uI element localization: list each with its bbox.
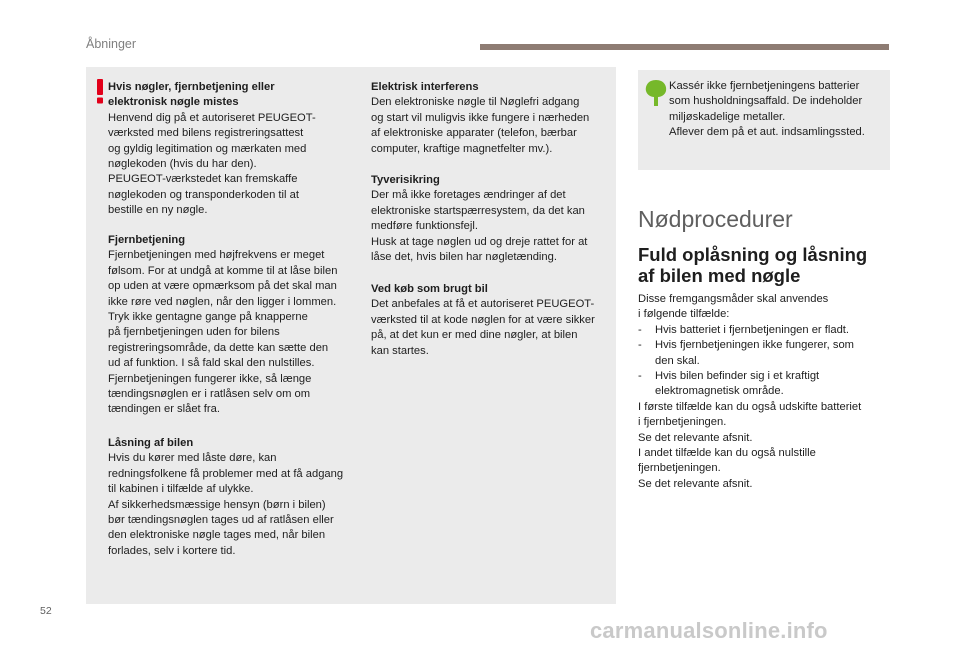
warning-heading-line: Hvis nøgler, fjernbetjening eller [108, 81, 275, 93]
locking-section [108, 436, 378, 559]
warning-body-line: nøglekoden og transponderkoden til at [108, 188, 299, 201]
remote-body-line: tændingen er slået fra. [108, 403, 220, 416]
locking-body-line: Af sikkerhedsmæssige hensyn (børn i bilen) [108, 498, 326, 511]
remote-body-line: følsom. For at undgå at komme til at låse bilen [108, 264, 338, 277]
leaf-icon [644, 79, 668, 107]
list-item [638, 338, 888, 369]
antitheft-body-line: Husk at tage nøglen ud og dreje rattet for at [371, 235, 588, 248]
list-item-line: Hvis batteriet i fjernbetjeningen er fladt. [655, 323, 850, 336]
warning-lost-keys [108, 80, 358, 219]
outro-line: fjernbetjeningen. [638, 462, 721, 475]
used-car-section [371, 282, 616, 359]
remote-body-line: på fjernbetjeningen uden for bilens [108, 326, 280, 339]
used-car-body-line: kan startes. [371, 344, 429, 357]
list-dash: - [638, 323, 642, 336]
remote-body-line: Fjernbetjeningen med højfrekvens er meget [108, 249, 325, 262]
outro-line: I første tilfælde kan du også udskifte batteriet [638, 400, 862, 413]
remote-body-line: tændingsnøglen er i ratlåsen selv om om [108, 388, 311, 401]
remote-body-line: Tryk ikke gentagne gange på knapperne [108, 311, 308, 324]
remote-body-line: registreringsområde, da dette kan sætte den [108, 341, 329, 354]
locking-body-line: forlades, selv i kortere tid. [108, 544, 236, 557]
warning-heading-line: elektronisk nøgle mistes [108, 96, 239, 109]
page-header-title: Åbninger [86, 37, 137, 51]
warning-body-line: værksted med bilens registreringsattest [108, 127, 304, 140]
warning-body-line: nøglekoden (hvis du har den). [108, 158, 257, 171]
outro-line: I andet tilfælde kan du også nulstille [638, 447, 816, 460]
header-accent-bar [480, 44, 889, 50]
outro-line: Se det relevante afsnit. [638, 431, 753, 444]
list-item-line: den skal. [655, 354, 700, 367]
interference-body-line: og start vil muligvis ikke fungere i nærheden [371, 111, 590, 124]
eco-note-line: Kassér ikke fjernbetjeningens batterier [669, 80, 860, 92]
locking-heading: Låsning af bilen [108, 437, 194, 449]
used-car-body-line: Det anbefales at få et autoriseret PEUGEOT- [371, 298, 595, 311]
subsection-title [638, 244, 898, 286]
remote-body-line: ikke røre ved nøglen, når den ligger i lommen. [108, 295, 337, 308]
antitheft-section [371, 173, 616, 265]
remote-heading: Fjernbetjening [108, 234, 186, 246]
list-item-line: Hvis fjernbetjeningen ikke fungerer, som [655, 339, 854, 352]
list-dash: - [638, 339, 642, 352]
locking-body-line: bør tændingsnøglen tages ud af ratlåsen eller [108, 514, 334, 527]
page-number: 52 [40, 605, 52, 617]
intro-line: Disse fremgangsmåder skal anvendes [638, 293, 829, 305]
locking-body-line: den elektroniske nøgle tages med, når bilen [108, 529, 326, 542]
used-car-heading: Ved køb som brugt bil [371, 283, 488, 295]
interference-body-line: computer, kraftige magnetfelter mv.). [371, 142, 553, 155]
interference-body-line: Den elektroniske nøgle til Nøglefri adgang [371, 96, 580, 109]
outro-line: Se det relevante afsnit. [638, 477, 753, 490]
eco-note-line: miljøskadelige metaller. [669, 110, 786, 123]
list-item [638, 369, 888, 400]
interference-body-line: af elektroniske apparater (telefon, bærbar [371, 127, 577, 140]
antitheft-heading: Tyverisikring [371, 174, 440, 186]
eco-note-line: Aflever dem på et aut. indsamlingssted. [669, 126, 865, 139]
watermark: carmanualsonline.info [590, 618, 828, 643]
subsection-title-line: Fuld oplåsning og låsning [638, 244, 868, 265]
locking-body-line: redningsfolkene få problemer med at få adgang [108, 467, 344, 480]
locking-body-line: til kabinen i tilfælde af ulykke. [108, 483, 254, 496]
interference-section [371, 80, 616, 157]
eco-note-line: som husholdningsaffald. De indeholder [669, 95, 863, 108]
interference-heading: Elektrisk interferens [371, 81, 479, 93]
remote-body-line: Fjernbetjeningen fungerer ikke, så længe [108, 372, 312, 385]
outro-line: i fjernbetjeningen. [638, 416, 727, 429]
list-item [638, 323, 888, 338]
antitheft-body-line: medføre funktionsfejl. [371, 220, 478, 233]
procedure-text [638, 292, 888, 492]
locking-body-line: Hvis du kører med låste døre, kan [108, 452, 277, 465]
used-car-body-line: på, at det kun er med dine nøgler, at bilen [371, 329, 578, 342]
list-item-line: Hvis bilen befinder sig i et kraftigt [655, 370, 820, 383]
remote-section [108, 233, 368, 418]
list-dash: - [638, 370, 642, 383]
remote-body-line: ud af funktion. I så fald skal den nulstilles. [108, 357, 315, 370]
warning-body-line: og gyldig legitimation og mærkaten med [108, 142, 307, 155]
subsection-title-line: af bilen med nøgle [638, 265, 801, 286]
warning-body-line: bestille en ny nøgle. [108, 204, 208, 217]
remote-body-line: op uden at være opmærksom på det skal man [108, 280, 337, 293]
exclamation-icon [93, 78, 107, 104]
antitheft-body-line: elektroniske startspærresystem, da det kan [371, 204, 585, 217]
used-car-body-line: værksted til at kode nøglen for at være sikker [371, 313, 595, 326]
warning-body-line: Henvend dig på et autoriseret PEUGEOT- [108, 111, 316, 124]
list-item-line: elektromagnetisk område. [655, 385, 784, 398]
antitheft-body-line: Der må ikke foretages ændringer af det [371, 189, 566, 202]
antitheft-body-line: låse det, hvis bilen har nøgletænding. [371, 251, 557, 264]
eco-note-text [669, 79, 889, 141]
warning-body-line: PEUGEOT-værkstedet kan fremskaffe [108, 173, 298, 186]
section-title: Nødprocedurer [638, 206, 793, 232]
intro-line: i følgende tilfælde: [638, 308, 730, 321]
